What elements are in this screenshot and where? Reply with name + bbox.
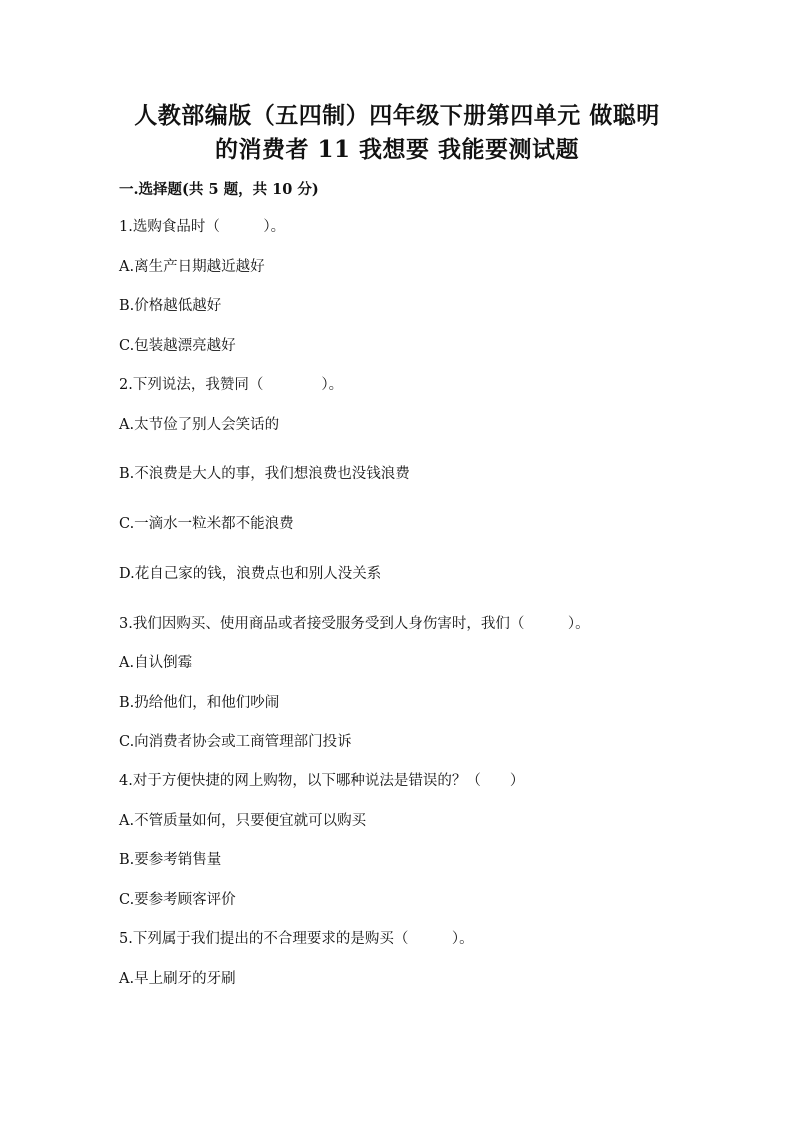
question-2-option-b: B.不浪费是大人的事，我们想浪费也没钱浪费 <box>119 466 410 482</box>
question-3-option-c: C.向消费者协会或工商管理部门投诉 <box>119 734 352 750</box>
question-2-stem: 2.下列说法，我赞同（ ）。 <box>119 377 344 393</box>
question-1-option-b: B.价格越低越好 <box>119 298 222 314</box>
question-5-stem: 5.下列属于我们提出的不合理要求的是购买（ ）。 <box>119 931 474 947</box>
question-3-option-b: B.扔给他们，和他们吵闹 <box>119 695 280 711</box>
question-2-option-c: C.一滴水一粒米都不能浪费 <box>119 516 294 532</box>
question-3-stem: 3.我们因购买、使用商品或者接受服务受到人身伤害时，我们（ ）。 <box>119 616 590 632</box>
question-4-option-b: B.要参考销售量 <box>119 852 222 868</box>
question-3-option-a: A.自认倒霉 <box>119 655 193 671</box>
question-1-stem: 1.选购食品时（ ）。 <box>119 219 286 235</box>
question-4-option-c: C.要参考顾客评价 <box>119 892 236 908</box>
question-2-option-a: A.太节俭了别人会笑话的 <box>119 417 280 433</box>
question-1-option-c: C.包装越漂亮越好 <box>119 338 236 354</box>
question-4-stem: 4.对于方便快捷的网上购物，以下哪种说法是错误的？（ ） <box>119 773 525 789</box>
question-5-option-a: A.早上刷牙的牙刷 <box>119 971 236 987</box>
section-heading: 一.选择题(共 5 题，共 10 分) <box>119 181 319 198</box>
question-4-option-a: A.不管质量如何，只要便宜就可以购买 <box>119 813 367 829</box>
question-1-option-a: A.离生产日期越近越好 <box>119 259 265 275</box>
page-title-line-1: 人教部编版（五四制）四年级下册第四单元 做聪明 <box>134 102 660 129</box>
question-2-option-d: D.花自己家的钱，浪费点也和别人没关系 <box>119 566 382 582</box>
page-title-line-2: 的消费者 11 我想要 我能要测试题 <box>214 136 580 163</box>
